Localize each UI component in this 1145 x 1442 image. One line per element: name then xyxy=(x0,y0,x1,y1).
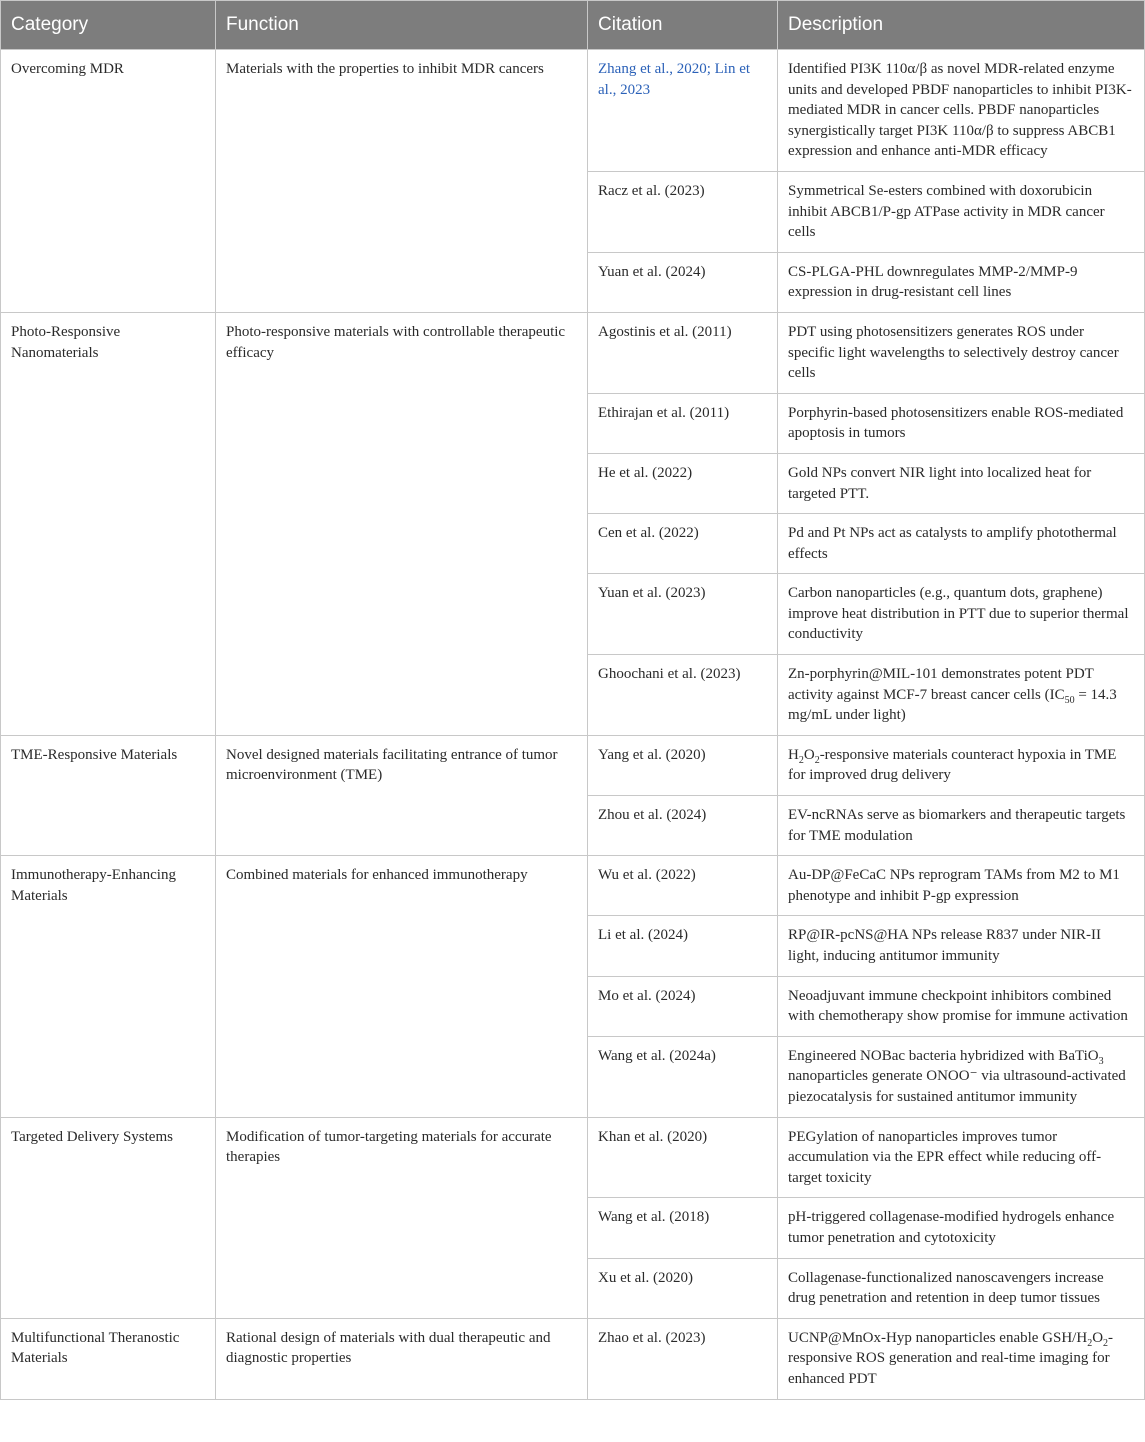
citation-cell: Khan et al. (2020) xyxy=(588,1117,778,1198)
citation-cell: Yuan et al. (2024) xyxy=(588,252,778,312)
description-cell: EV-ncRNAs serve as biomarkers and therapeutic targets for TME modulation xyxy=(778,796,1145,856)
description-cell: CS-PLGA-PHL downregulates MMP-2/MMP-9 expression in drug-resistant cell lines xyxy=(778,252,1145,312)
description-cell: Porphyrin-based photosensitizers enable ROS-mediated apoptosis in tumors xyxy=(778,393,1145,453)
description-text: H xyxy=(788,746,799,763)
table-body xyxy=(1,50,1145,1400)
citation-cell: Mo et al. (2024) xyxy=(588,976,778,1036)
description-cell: Au-DP@FeCaC NPs reprogram TAMs from M2 to M1 phenotype and inhibit P-gp expression xyxy=(778,856,1145,916)
citation-cell: Wu et al. (2022) xyxy=(588,856,778,916)
subscript: 2 xyxy=(798,754,804,766)
description-cell: Gold NPs convert NIR light into localized heat for targeted PTT. xyxy=(778,453,1145,513)
category-cell: Photo-Responsive Nanomaterials xyxy=(1,312,216,735)
description-cell: Pd and Pt NPs act as catalysts to amplify photothermal effects xyxy=(778,514,1145,574)
category-cell: Targeted Delivery Systems xyxy=(1,1117,216,1318)
table-row xyxy=(1,50,1145,172)
citation-cell: Yuan et al. (2023) xyxy=(588,574,778,655)
description-cell xyxy=(778,1318,1145,1399)
header-category: Category xyxy=(1,1,216,50)
subscript: 2 xyxy=(1087,1337,1093,1349)
citation-cell: Zhou et al. (2024) xyxy=(588,796,778,856)
table-row xyxy=(1,1318,1145,1399)
category-cell: Immunotherapy-Enhancing Materials xyxy=(1,856,216,1117)
function-cell: Rational design of materials with dual therapeutic and diagnostic properties xyxy=(216,1318,588,1399)
description-cell xyxy=(778,1036,1145,1117)
description-cell: pH-triggered collagenase-modified hydrogels enhance tumor penetration and cytotoxicity xyxy=(778,1198,1145,1258)
description-cell: PDT using photosensitizers generates ROS under specific light wavelengths to selectively destroy cancer cells xyxy=(778,312,1145,393)
description-text: Engineered NOBac bacteria hybridized with BaTiO xyxy=(788,1047,1099,1064)
description-text: -responsive ROS generation and real-time imaging for enhanced PDT xyxy=(788,1329,1114,1387)
function-cell: Materials with the properties to inhibit MDR cancers xyxy=(216,50,588,313)
description-cell xyxy=(778,655,1145,736)
function-cell: Combined materials for enhanced immunotherapy xyxy=(216,856,588,1117)
subscript: 2 xyxy=(1103,1337,1109,1349)
table-row xyxy=(1,735,1145,795)
citation-cell: Xu et al. (2020) xyxy=(588,1258,778,1318)
description-text: = 14.3 mg/mL under light) xyxy=(788,686,1117,724)
header-citation: Citation xyxy=(588,1,778,50)
citation-cell: Ethirajan et al. (2011) xyxy=(588,393,778,453)
function-cell: Modification of tumor-targeting materials for accurate therapies xyxy=(216,1117,588,1318)
category-cell: Multifunctional Theranostic Materials xyxy=(1,1318,216,1399)
table-row xyxy=(1,312,1145,393)
citation-cell: Racz et al. (2023) xyxy=(588,171,778,252)
description-text: O xyxy=(803,746,815,763)
description-text: Zn-porphyrin@MIL-101 demonstrates potent PDT activity against MCF-7 breast cancer cells (IC xyxy=(788,666,1094,703)
description-text: -responsive materials counteract hypoxia in TME for improved drug delivery xyxy=(788,746,1117,784)
function-cell: Novel designed materials facilitating entrance of tumor microenvironment (TME) xyxy=(216,735,588,855)
category-cell: Overcoming MDR xyxy=(1,50,216,313)
function-cell: Photo-responsive materials with controllable therapeutic efficacy xyxy=(216,312,588,735)
citation-cell: Wang et al. (2024a) xyxy=(588,1036,778,1117)
subscript: 2 xyxy=(814,754,820,766)
header-row xyxy=(1,1,1145,50)
citation-cell: He et al. (2022) xyxy=(588,453,778,513)
subscript: 50 xyxy=(1064,694,1075,706)
citation-cell: Agostinis et al. (2011) xyxy=(588,312,778,393)
description-text: nanoparticles generate ONOO⁻ via ultrasound-activated piezocatalysis for sustained antitumor immunity xyxy=(788,1068,1126,1105)
citation-cell: Cen et al. (2022) xyxy=(588,514,778,574)
description-cell: Collagenase-functionalized nanoscavengers increase drug penetration and retention in deep tumor tissues xyxy=(778,1258,1145,1318)
description-cell: Identified PI3K 110α/β as novel MDR-related enzyme units and developed PBDF nanoparticles to inhibit PI3K-mediated MDR in cancer cells. PBDF nanoparticles synergistically target PI3K 110α/β to suppress ABCB1 expression and enhance anti-MDR efficacy xyxy=(778,50,1145,172)
citation-link[interactable]: Zhang et al., 2020; Lin et al., 2023 xyxy=(588,50,778,172)
description-cell xyxy=(778,735,1145,795)
description-cell: Symmetrical Se-esters combined with doxorubicin inhibit ABCB1/P-gp ATPase activity in MDR cancer cells xyxy=(778,171,1145,252)
citation-cell: Li et al. (2024) xyxy=(588,916,778,976)
table-row xyxy=(1,1117,1145,1198)
subscript: 3 xyxy=(1098,1055,1104,1067)
citation-cell: Ghoochani et al. (2023) xyxy=(588,655,778,736)
citation-cell: Zhao et al. (2023) xyxy=(588,1318,778,1399)
description-text: UCNP@MnOx-Hyp nanoparticles enable GSH/H xyxy=(788,1329,1088,1346)
citation-cell: Yang et al. (2020) xyxy=(588,735,778,795)
description-cell: Neoadjuvant immune checkpoint inhibitors combined with chemotherapy show promise for immune activation xyxy=(778,976,1145,1036)
table-row xyxy=(1,856,1145,916)
category-cell: TME-Responsive Materials xyxy=(1,735,216,855)
description-cell: Carbon nanoparticles (e.g., quantum dots, graphene) improve heat distribution in PTT due to superior thermal conductivity xyxy=(778,574,1145,655)
header-description: Description xyxy=(778,1,1145,50)
description-cell: RP@IR-pcNS@HA NPs release R837 under NIR-II light, inducing antitumor immunity xyxy=(778,916,1145,976)
description-cell: PEGylation of nanoparticles improves tumor accumulation via the EPR effect while reducing off-target toxicity xyxy=(778,1117,1145,1198)
description-text: O xyxy=(1092,1329,1104,1346)
citation-cell: Wang et al. (2018) xyxy=(588,1198,778,1258)
header-function: Function xyxy=(216,1,588,50)
